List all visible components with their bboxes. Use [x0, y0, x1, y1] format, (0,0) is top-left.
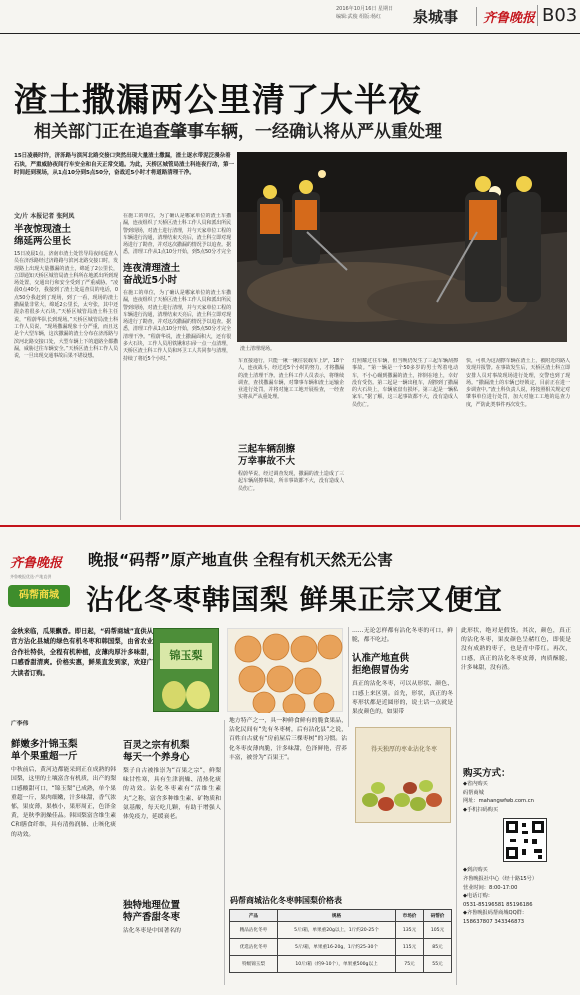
column-text: 车直接通行，只能一锹一锹往装载车上铲，18个人，连夜战斗，经过近5个小时的努力，才将撒漏的渣土清理干净。渣土科工作人员表示，将继续调查，查找撒漏车辆，对肇事车辆和渣土运输企业进行处罚，并将对施工工地开展检查，一经查实将从严从重处理。	[238, 358, 344, 401]
column-text: 15日凌晨1点，济南市渣土处管导局夜间巡查人员在济泺路经过济路路与滨河北路交接口时，发现路上出现大量撒漏的渣土，绵延了2公里长，立即通知天桥区城管局渣土科所在地派出所到现场处置，交通出行和安全受到了严重威胁。“凌晨0点40分，我接到了渣土处巡查员的电话，0点50分我赶到了现场，到了一看，现场的渣土撒漏量非常大，绵延2公里长，太夸张，其中还混杂着很多大石块。”天桥区城管局渣土科主任说，“程蔚华队长到现场。”天桥区城管局渣土科工作人员说，“现场撒漏现象十分严重，而且这是个大型车辆，这次撒漏的渣土分布在济泺路与滨河北路交接口处，大型车辆上下的道路全都撒漏，威胁过往车辆安全。”天桥区渣土科工作人员说，一旦出现交通事故后果不堪设想。	[14, 251, 118, 360]
price-header-product: 产品	[230, 910, 278, 922]
price-cell: 135元	[396, 922, 424, 939]
ad-subhead-2: 独特地理位置 特产香甜冬枣	[123, 900, 181, 923]
purchase-line: ◆手机扫码购买	[463, 806, 499, 813]
ad-column-text: 地方特产之一，具一种鲜食鲜有的脆食果品，沾化民间有“先有冬枣树，后有沾化县”之说，百姓自古就有“房前屋后三棵枣树”的习惯。沾化冬枣皮薄肉脆，汁多味甜，色泽鲜艳，营养丰富，被誉为“百果王”。	[229, 718, 347, 761]
purchase-line: ◆电话订购：	[463, 893, 493, 900]
photo-caption: 渣土清理现场。	[240, 346, 276, 352]
header-meta	[336, 5, 393, 21]
package-label: 锦玉梨	[160, 643, 212, 669]
purchase-line: ◆齐鲁晚报码帮商城QQ群：	[463, 910, 528, 917]
ad-intro: 金秋来临，瓜果飘香。即日起，“码帮商城”直供从宫方沾化县城的绿色有机冬枣和韩国梨，由省农业合作社特供，全程有机种植，皮薄肉厚汁多味甜，口感香甜清爽。价格实惠，鲜果直发到家，欢迎广大读者订购。	[11, 628, 153, 677]
ad-subhead: 认准产地直供 拒绝假冒伪劣	[352, 653, 410, 677]
article-column-4	[352, 358, 458, 520]
ad-column-text: 梨子自古被推崇为“百果之宗”，鲜梨味甘性寒，具有生津润燥、清热化痰的功效。沾化冬枣素有“活维生素丸”之称，富含多种维生素、矿物质和氨基酸，每天吃几颗，有助于增强人体免疫力，延缓衰老。	[123, 768, 221, 821]
price-cell: 105元	[424, 922, 452, 939]
purchase-qq: 158637807 343346873	[463, 918, 525, 925]
qr-code-icon[interactable]	[503, 818, 547, 862]
article-photo	[237, 152, 567, 342]
price-cell: 85元	[424, 939, 452, 956]
price-cell: 5斤/箱，单果重20g以上，1斤约20-25个	[278, 922, 396, 939]
purchase-phone: 0531-85196581 85196186	[463, 901, 533, 908]
table-row	[230, 939, 452, 956]
column-subtitle: 连夜清理渣土 奋战近5小时	[123, 263, 181, 286]
price-cell: 精品沾化冬枣	[230, 922, 278, 939]
ad-column-1	[11, 720, 116, 990]
ad-column-5	[461, 627, 571, 762]
column-divider	[224, 720, 225, 985]
price-cell: 10斤/箱（约9-10个），单果重500g以上	[278, 956, 396, 973]
purchase-info	[463, 768, 571, 927]
ad-column-text-2: 沾化冬枣是中国著名的	[123, 928, 181, 934]
pear-package-image	[153, 628, 219, 712]
price-cell: 5斤/箱，单果重16-20g，1斤约25-30个	[278, 939, 396, 956]
column-divider	[120, 222, 121, 520]
issue-date: 2016年10月16日 星期日	[336, 6, 394, 12]
pears-photo	[227, 628, 343, 712]
column-divider	[348, 627, 349, 727]
table-row	[230, 956, 452, 973]
article-headline: 渣土撒漏两公里清了大半夜	[14, 80, 422, 119]
price-header-spec: 规格	[278, 910, 396, 922]
price-table	[229, 909, 452, 973]
ad-logo: 齐鲁晚报	[10, 556, 63, 571]
article-column-2	[123, 213, 231, 520]
ad-column-text: ……无论怎样都有沾化冬枣的可口，鲜脆，都不吃过。	[352, 628, 453, 644]
box-label: 得天独厚的枣业沾化冬枣	[370, 746, 437, 753]
purchase-line: ◆到店购买	[463, 867, 488, 874]
ad-column-4	[352, 627, 453, 725]
purchase-line: ◆省内购买	[463, 781, 488, 787]
ad-subhead: 百灵之宗有机梨 每天一个养身心	[123, 740, 190, 763]
article-subhead: 相关部门正在追查肇事车辆，一经确认将从严从重处理	[34, 122, 442, 142]
pear-icon	[154, 673, 220, 713]
price-cell: 115元	[396, 939, 424, 956]
column-text: 灯照耀过往车辆，但当晚仍发生了三起车辆刮擦事故。“第一辆是一个50多岁的男士驾着电动车，不小心碾到撒漏的渣土，摔倒在地上，幸好没有受伤。第二起是一辆出租车，刮擦到了撒漏的大石块上，车辆底盘有损坏。第三起是一辆私家车。”据了解，这三起事故都不大，没有造成人员伤亡。	[352, 358, 458, 408]
page-number: B03	[537, 5, 577, 26]
editor-credits: 编辑:武俊 组版:杨红	[336, 14, 381, 20]
section-title: 泉城事	[413, 8, 459, 26]
column-text-2: 在施工的单位，为了确认是哪家单位的渣土车撒漏，连夜组织了天桥区渣土科工作人员和派出所民警到现场，对渣土进行清理，并与天家单位工程的车辆进行沟通，清理结束天亮后，渣土科立即对现场进行了勘查，并对这次撒漏的情况予以追查。据悉，清理工作从1点10分开始，到5点50分才完全清理干净。“程蔚华说，渣土撒漏面积大，还有很多大石块，工作人员用铁锹和扫帚一点一点清理，天桥区渣土科工作人员和环卫工人共同参与清理，持续了将近5个小时。”	[123, 290, 231, 362]
price-cell: 75元	[396, 956, 424, 973]
column-text: 快，可机为这刮擦车辆在渣土上，被附近的路人发现并报警。在事故发生后，天桥区渣土科立即安排人员对事故现场进行处理，交警也到了现场。“撒漏渣土的车辆已经锁定，目前正在进一步调查中。”渣土科负责人说，将按照相关规定对肇事单位进行处罚，加大对施工工地的巡查力度，严防此类事件再次发生。	[466, 358, 570, 408]
article-lead: 15日凌晨时许，济泺路与滨河北路交接口突然出现大量渣土撒漏，渣土逐水带泥泛漫杂着石块，严重威胁夜间行车安全和自天正常交通。为此，天桥区城管局渣土科连夜行动，第一时间赶到现场，从1点10分到5点50分，奋战近5小时才将道路清理干净。	[14, 153, 235, 176]
price-cell: 55元	[424, 956, 452, 973]
purchase-line: 码帮商城	[463, 789, 484, 796]
ad-subhead: 鲜嫩多汁锦玉梨 单个果重超一斤	[11, 739, 78, 763]
price-header-mabang: 码帮价	[424, 910, 452, 922]
price-cell: 优选沾化冬枣	[230, 939, 278, 956]
article-column-1	[14, 222, 118, 520]
ad-banner-badge: 码帮商城	[8, 585, 70, 607]
ad-title-line1: 晚报“码帮”原产地直供 全程有机天然无公害	[88, 551, 393, 569]
jujube-box-image	[355, 727, 451, 823]
price-header-market: 市场价	[396, 910, 424, 922]
column-text-2: 程蔚华说，经过调查发现，撒漏的渣土造成了三起车辆刮擦事故，所幸事故都不大，没有造成人员伤亡。	[238, 471, 344, 492]
section-divider	[0, 525, 580, 527]
ad-column-text: 中秋前后，黄河边都能采到正在成熟的韩国梨，这里的土壤富含有机质，出产的梨口感酸甜可口，“锦玉梨”已成熟，单个果重超一斤，果肉细嫩，汁多味甜，香气浓郁，果皮薄，果核小，果形周正，色泽金黄，是秋季润燥佳品。韩国梨富含维生素C和膳食纤维，具有清热润肺、止咳化痰的功效。	[11, 767, 116, 838]
pears-icon	[228, 629, 344, 713]
ad-column-text-2: 真正的沾化冬枣，可以从形状、颜色、口感上来区别。首先，形状，真正的冬枣形状都是近圆形的，说土话一点就是果皮颜色的，如果带	[352, 681, 453, 716]
ad-column-3	[229, 717, 347, 887]
ad-logo-tagline: 齐鲁晚报优选·产地直供	[10, 574, 52, 579]
purchase-title: 购买方式：	[463, 768, 511, 779]
purchase-line: 营业时间：8:00-17:00	[463, 884, 518, 891]
article-byline: 文/片 本报记者 张阿凤	[14, 213, 75, 220]
ad-column-2	[123, 720, 221, 990]
column-subtitle: 半夜惊现渣土 绵延两公里长	[14, 224, 72, 247]
street-cleanup-photo	[237, 152, 567, 342]
purchase-line: 齐鲁晚报社中心（经十路15号）	[463, 875, 538, 882]
ad-author: 广李伟	[11, 721, 29, 727]
article-column-3	[238, 358, 344, 520]
column-subtitle: 三起车辆刮擦 万幸事故不大	[238, 444, 296, 467]
purchase-url-link[interactable]: 网址：mahangwfwb.com.cn	[463, 798, 534, 805]
column-divider	[456, 627, 457, 985]
newspaper-logo: 齐鲁晚报	[476, 7, 535, 26]
ad-column-text: 此形状，绝对是假货。其次，颜色，真正的沾化冬枣，果皮颜色呈赭红色，即使是没有成熟的枣子，也是青中带红。再次，口感，真正的沾化冬枣皮薄，肉质酥脆，汁多味甜，没有渣。	[461, 628, 571, 671]
price-cell: 特级锦玉梨	[230, 956, 278, 973]
page-header	[0, 0, 580, 34]
ad-title-line2: 沾化冬枣韩国梨 鲜果正宗又便宜	[86, 583, 503, 616]
price-table-title: 码帮商城沾化冬枣韩国梨价格表	[230, 896, 342, 905]
price-table-header	[230, 910, 452, 922]
column-text: 在施工的单位，为了确认是哪家单位的渣土车撒漏，连夜组织了天桥区渣土科工作人员和派出所民警到现场，对渣土进行清理，并与天家单位工程的车辆进行沟通，清理结束天亮后，渣土科立即对现场进行了勘查，并对这次撒漏的情况予以追查。据悉，清理工作从1点10分开始，到5点50分才完全	[123, 213, 231, 255]
jujube-icon	[356, 762, 452, 822]
table-row	[230, 922, 452, 939]
article-column-5	[466, 358, 570, 520]
